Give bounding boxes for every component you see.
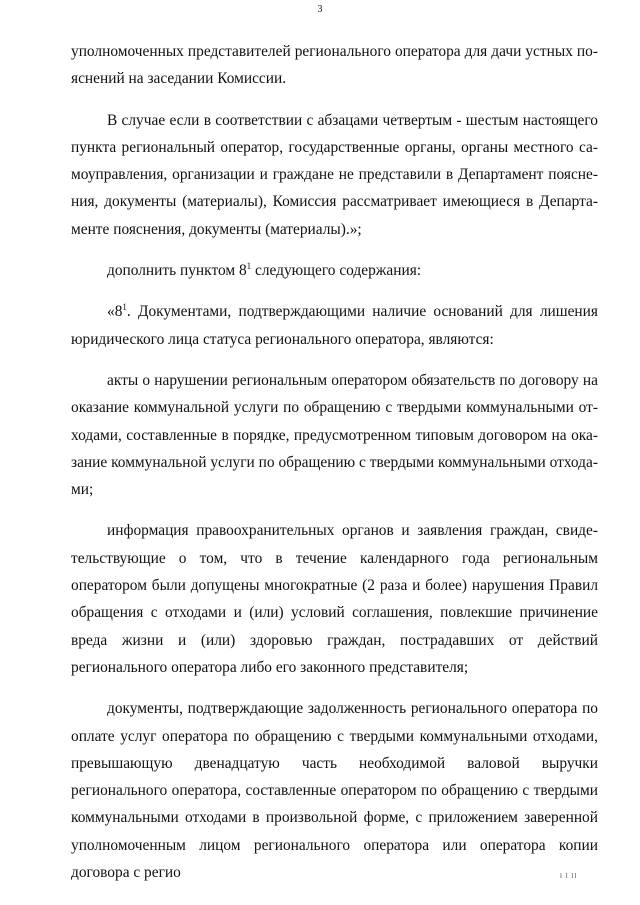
clause-text: . Документами, подтверждающими наличие оснований для лишения юридического лица статуса регионального оператора, являются: bbox=[71, 303, 598, 348]
paragraph-continuation: уполномоченных представителей регионального оператора для дачи устных пояснений на заседании Комиссии. bbox=[71, 43, 598, 88]
paragraph-clause-8-1 bbox=[71, 298, 598, 353]
footer-mark: l l ll bbox=[560, 872, 578, 880]
document-body bbox=[71, 38, 598, 886]
paragraph-law-enforcement-info: информация правоохранительных органов и заявления граждан, свидетельствующие о том, что в течение календарного года региональным оператором были допущены многократные (2 раза и более) нарушения Правил обращения с отходами и (или) условий соглашения, повлекшие причинение вреда жизни и (или) здоровью граждан, пострадавших от действий регионального оператора либо его законного представителя; bbox=[71, 522, 598, 676]
paragraph-amendment-intro bbox=[71, 257, 598, 284]
paragraph-no-explanations: В случае если в соответствии с абзацами четвертым - шестым настоящего пункта региональный оператор, государственные органы, органы местного самоуправления, организации и граждане не представили в Департамент пояснения, документы (материалы), Комиссия рассматривает имеющиеся в Департаменте пояснения, документы (материалы).»; bbox=[71, 111, 598, 238]
superscript-index: 1 bbox=[246, 260, 252, 271]
amendment-intro-text-end: следующего содержания: bbox=[251, 262, 422, 280]
superscript-index: 1 bbox=[122, 302, 127, 313]
amendment-intro-text: дополнить пунктом 8 bbox=[107, 262, 247, 280]
clause-number: «8 bbox=[107, 303, 123, 321]
paragraph-violation-acts: акты о нарушении региональным оператором обязательств по договору на оказание коммунальной услуги по обращению с твердыми коммунальными отходами, составленные в порядке, предусмотренном типовым договором на оказание коммунальной услуги по обращению с твердыми коммунальными отходами; bbox=[71, 371, 598, 499]
page-number: 3 bbox=[317, 4, 323, 15]
paragraph-debt-documents: документы, подтверждающие задолженность регионального оператора по оплате услуг оператора по обращению с твердыми коммунальными отходами, превышающую двенадцатую часть необходимой валовой выручки регионального оператора, составленные оператором по обращению с твердыми коммунальными отходами в произвольной форме, с приложением заверенной уполномоченным лицом регионального оператора или оператора копии договора с регио bbox=[71, 700, 598, 882]
